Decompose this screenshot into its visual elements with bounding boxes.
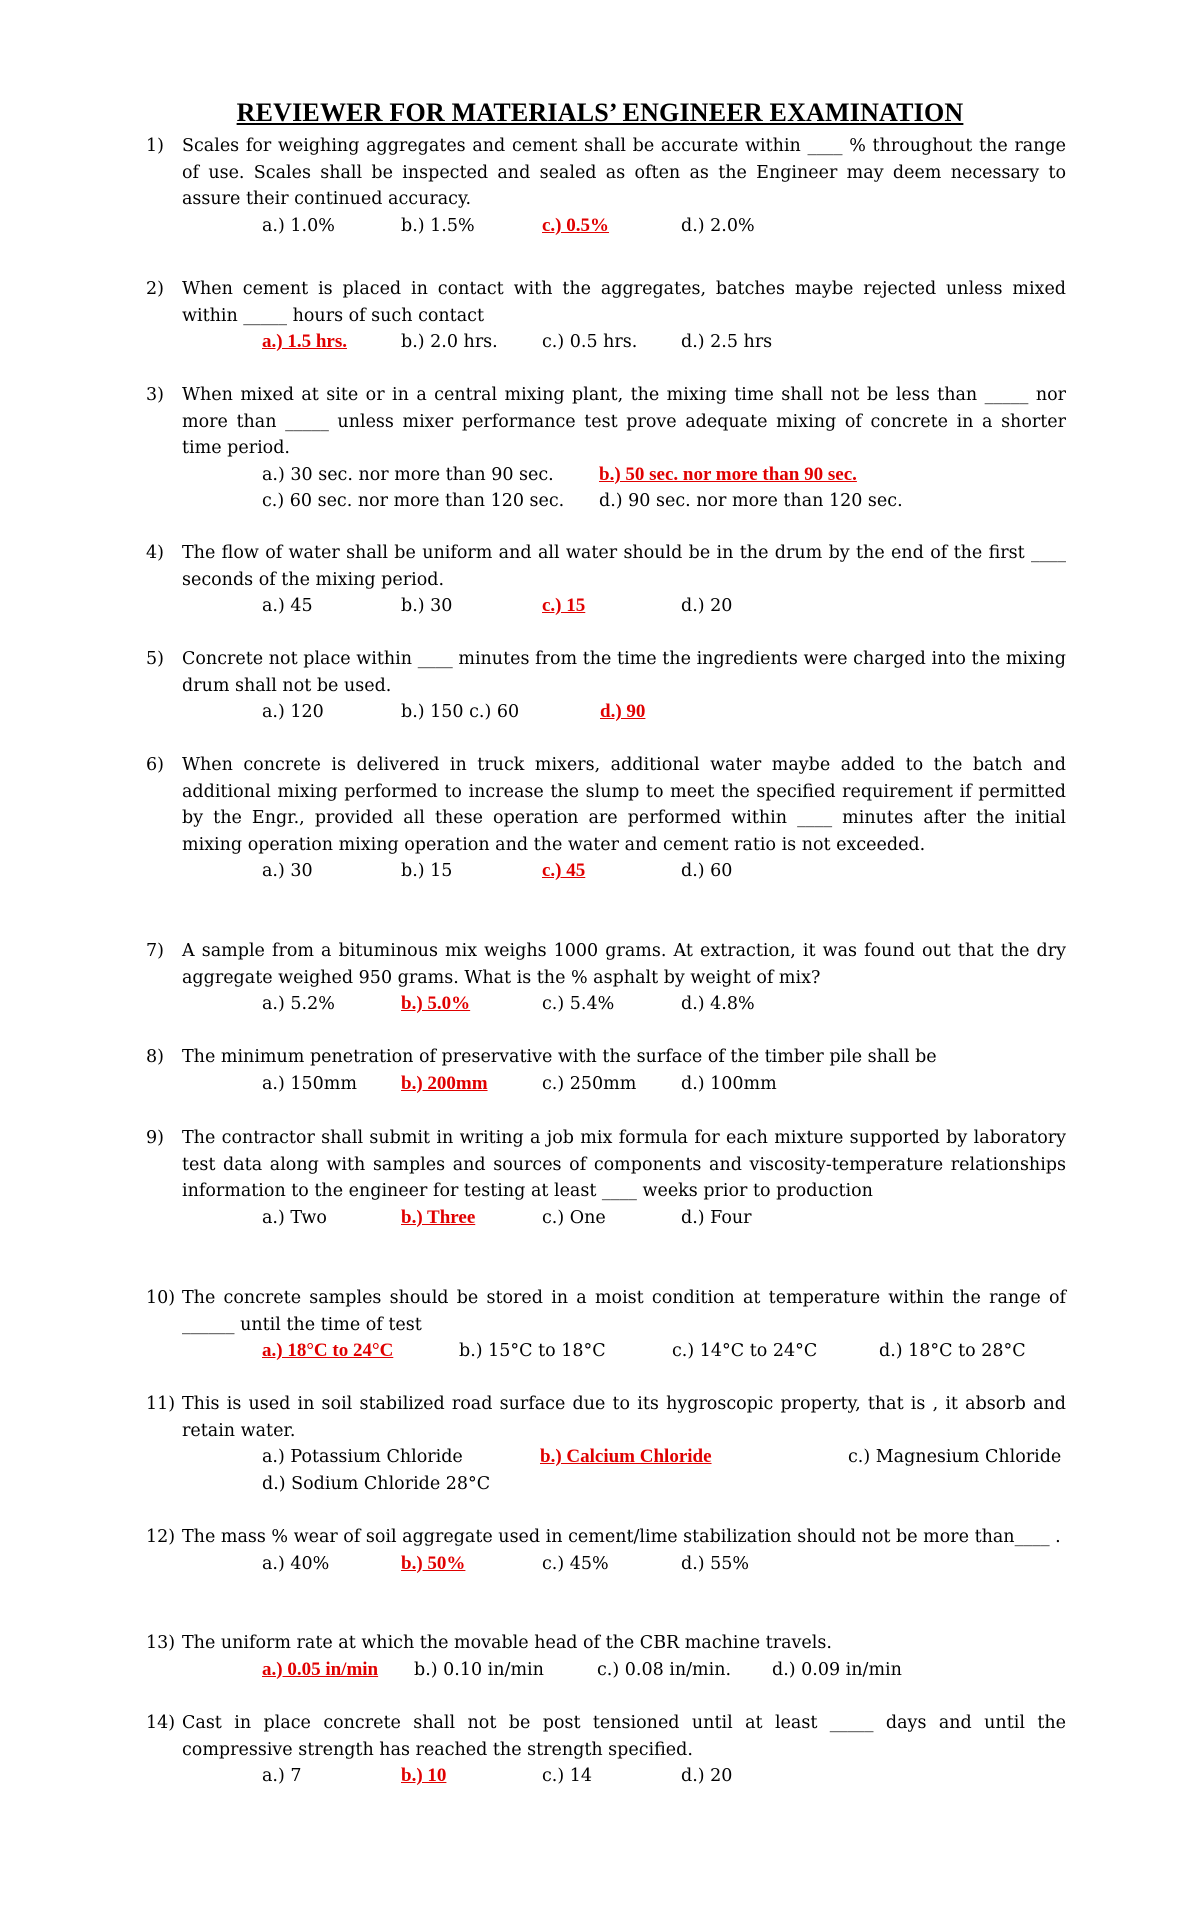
correct-answer-option: b.) 10 [401, 1765, 447, 1787]
question-number: 6) [146, 755, 164, 775]
question-text: This is used in soil stabilized road surface due to its hygroscopic property, that is , it absorb and retain water. [182, 1394, 1066, 1441]
question-text: The contractor shall submit in writing a job mix formula for each mixture supported by laboratory test data along with samples and sources of components and viscosity-temperature relationships information to the engineer for testing at least ____ weeks prior to production [182, 1128, 1066, 1202]
question-4 [146, 540, 1066, 620]
correct-answer-option: b.) 50 sec. nor more than 90 sec. [599, 463, 857, 485]
answer-option: a.) 7 [262, 1766, 302, 1787]
answer-option: d.) 60 [681, 861, 733, 882]
question-number: 13) [146, 1633, 176, 1653]
question-2 [146, 276, 1066, 356]
options-row [146, 1551, 1066, 1578]
question-text: Concrete not place within ____ minutes from the time the ingredients were charged into the mixing drum shall not be used. [182, 649, 1066, 696]
question-text: The mass % wear of soil aggregate used in cement/lime stabilization should not be more than____ . [182, 1527, 1061, 1547]
answer-option: d.) 90 sec. nor more than 120 sec. [599, 491, 903, 512]
question-number: 10) [146, 1288, 176, 1308]
answer-option: d.) 55% [681, 1553, 750, 1574]
answer-option: d.) 0.09 in/min [772, 1659, 902, 1680]
options-row [146, 1338, 1066, 1365]
answer-option: d.) 20 [681, 1766, 733, 1787]
answer-option: a.) 30 [262, 861, 313, 882]
question-number: 8) [146, 1047, 164, 1067]
answer-option: d.) 4.8% [681, 994, 755, 1015]
question-number: 9) [146, 1128, 164, 1148]
correct-answer-option: b.) Calcium Chloride [540, 1446, 712, 1468]
question-9 [146, 1125, 1066, 1231]
answer-option: c.) 250mm [542, 1073, 637, 1094]
question-number: 12) [146, 1527, 176, 1547]
options-row [146, 1205, 1066, 1232]
question-6 [146, 752, 1066, 885]
answer-option: c.) 14 [542, 1766, 593, 1787]
question-number: 7) [146, 941, 164, 961]
answer-option: d.) 20 [681, 596, 733, 617]
options-row [146, 1444, 1066, 1471]
question-number: 2) [146, 279, 164, 299]
correct-answer-option: c.) 45 [542, 860, 586, 882]
correct-answer-option: b.) 5.0% [401, 993, 471, 1015]
answer-option: c.) Magnesium Chloride [848, 1447, 1062, 1468]
answer-option: a.) 5.2% [262, 994, 335, 1015]
options-row [146, 488, 1066, 515]
question-11 [146, 1391, 1066, 1497]
question-12 [146, 1524, 1066, 1577]
question-number: 5) [146, 649, 164, 669]
correct-answer-option: d.) 90 [600, 701, 646, 723]
question-7 [146, 938, 1066, 1018]
question-13 [146, 1630, 1066, 1683]
question-10 [146, 1285, 1066, 1365]
answer-option: d.) 2.0% [681, 215, 755, 236]
answer-option: b.) 0.10 in/min [414, 1659, 544, 1680]
options-row [146, 1471, 1066, 1498]
answer-option: b.) 30 [401, 596, 453, 617]
correct-answer-option: a.) 18°C to 24°C [262, 1340, 394, 1362]
question-5 [146, 646, 1066, 726]
correct-answer-option: c.) 15 [542, 595, 586, 617]
question-1 [146, 133, 1066, 239]
answer-option: a.) 45 [262, 596, 313, 617]
question-3 [146, 382, 1066, 515]
options-row [146, 1071, 1066, 1098]
answer-option: c.) 0.5 hrs. [542, 332, 638, 353]
question-number: 4) [146, 543, 164, 563]
answer-option: b.) 2.0 hrs. [401, 332, 498, 353]
options-row [146, 1657, 1066, 1684]
question-number: 14) [146, 1713, 176, 1733]
options-row [146, 213, 1066, 240]
question-text: The flow of water shall be uniform and all water should be in the drum by the end of the first ____ seconds of the mixing period. [182, 543, 1066, 590]
answer-option: d.) 100mm [681, 1073, 777, 1094]
options-row [146, 991, 1066, 1018]
question-text: The uniform rate at which the movable head of the CBR machine travels. [182, 1633, 832, 1653]
question-8 [146, 1044, 1066, 1097]
question-number: 11) [146, 1394, 176, 1414]
answer-option: c.) One [542, 1207, 606, 1228]
options-row [146, 593, 1066, 620]
options-row [146, 858, 1066, 885]
answer-option: a.) 150mm [262, 1073, 357, 1094]
correct-answer-option: a.) 1.5 hrs. [262, 331, 347, 353]
question-text: When cement is placed in contact with the aggregates, batches maybe rejected unless mixed within _____ hours of such contact [182, 279, 1066, 326]
answer-option: a.) 1.0% [262, 215, 335, 236]
correct-answer-option: a.) 0.05 in/min [262, 1658, 379, 1680]
question-text: Cast in place concrete shall not be post tensioned until at least _____ days and until the compressive strength has reached the strength specified. [182, 1713, 1066, 1760]
answer-option: b.) 15 [401, 861, 453, 882]
answer-option: c.) 14°C to 24°C [672, 1341, 818, 1362]
question-14 [146, 1710, 1066, 1790]
answer-option: b.) 150 c.) 60 [401, 702, 520, 723]
answer-option: a.) Two [262, 1207, 327, 1228]
answer-option: d.) Sodium Chloride 28°C [262, 1473, 491, 1494]
question-text: The minimum penetration of preservative with the surface of the timber pile shall be [182, 1047, 937, 1067]
answer-option: c.) 60 sec. nor more than 120 sec. [262, 491, 565, 512]
options-row [146, 699, 1066, 726]
options-row [146, 329, 1066, 356]
answer-option: a.) 30 sec. nor more than 90 sec. [262, 464, 554, 485]
question-text: A sample from a bituminous mix weighs 1000 grams. At extraction, it was found out that the dry aggregate weighed 950 grams. What is the % asphalt by weight of mix? [182, 941, 1066, 988]
question-number: 3) [146, 385, 164, 405]
correct-answer-option: b.) 50% [401, 1552, 466, 1574]
question-text: When mixed at site or in a central mixing plant, the mixing time shall not be less than _____ nor more than _____ unless mixer performance test prove adequate mixing of concrete in a shorter time period. [182, 385, 1066, 459]
answer-option: b.) 1.5% [401, 215, 475, 236]
correct-answer-option: c.) 0.5% [542, 214, 610, 236]
options-row [146, 1763, 1066, 1790]
answer-option: d.) 18°C to 28°C [879, 1341, 1026, 1362]
answer-option: b.) 15°C to 18°C [459, 1341, 606, 1362]
answer-option: a.) Potassium Chloride [262, 1447, 463, 1468]
document-title: REVIEWER FOR MATERIALS’ ENGINEER EXAMINATION [236, 98, 964, 127]
correct-answer-option: b.) Three [401, 1206, 476, 1228]
answer-option: d.) Four [681, 1207, 752, 1228]
answer-option: a.) 120 [262, 702, 324, 723]
answer-option: c.) 5.4% [542, 994, 615, 1015]
answer-option: c.) 45% [542, 1553, 609, 1574]
question-text: When concrete is delivered in truck mixers, additional water maybe added to the batch and additional mixing performed to increase the slump to meet the specified requirement if permitted by the Engr., provided all these operation are performed within ____ minutes after the initial mixing operation mixing operation and the water and cement ratio is not exceeded. [182, 755, 1066, 855]
answer-option: a.) 40% [262, 1553, 330, 1574]
question-text: The concrete samples should be stored in a moist condition at temperature within the range of ______ until the time of test [182, 1288, 1066, 1335]
question-number: 1) [146, 136, 164, 156]
correct-answer-option: b.) 200mm [401, 1072, 488, 1094]
answer-option: d.) 2.5 hrs [681, 332, 773, 353]
options-row [146, 462, 1066, 489]
answer-option: c.) 0.08 in/min. [597, 1659, 732, 1680]
question-text: Scales for weighing aggregates and cement shall be accurate within ____ % throughout the range of use. Scales shall be inspected and sealed as often as the Engineer may deem necessary to assure their continued accuracy. [182, 136, 1066, 210]
